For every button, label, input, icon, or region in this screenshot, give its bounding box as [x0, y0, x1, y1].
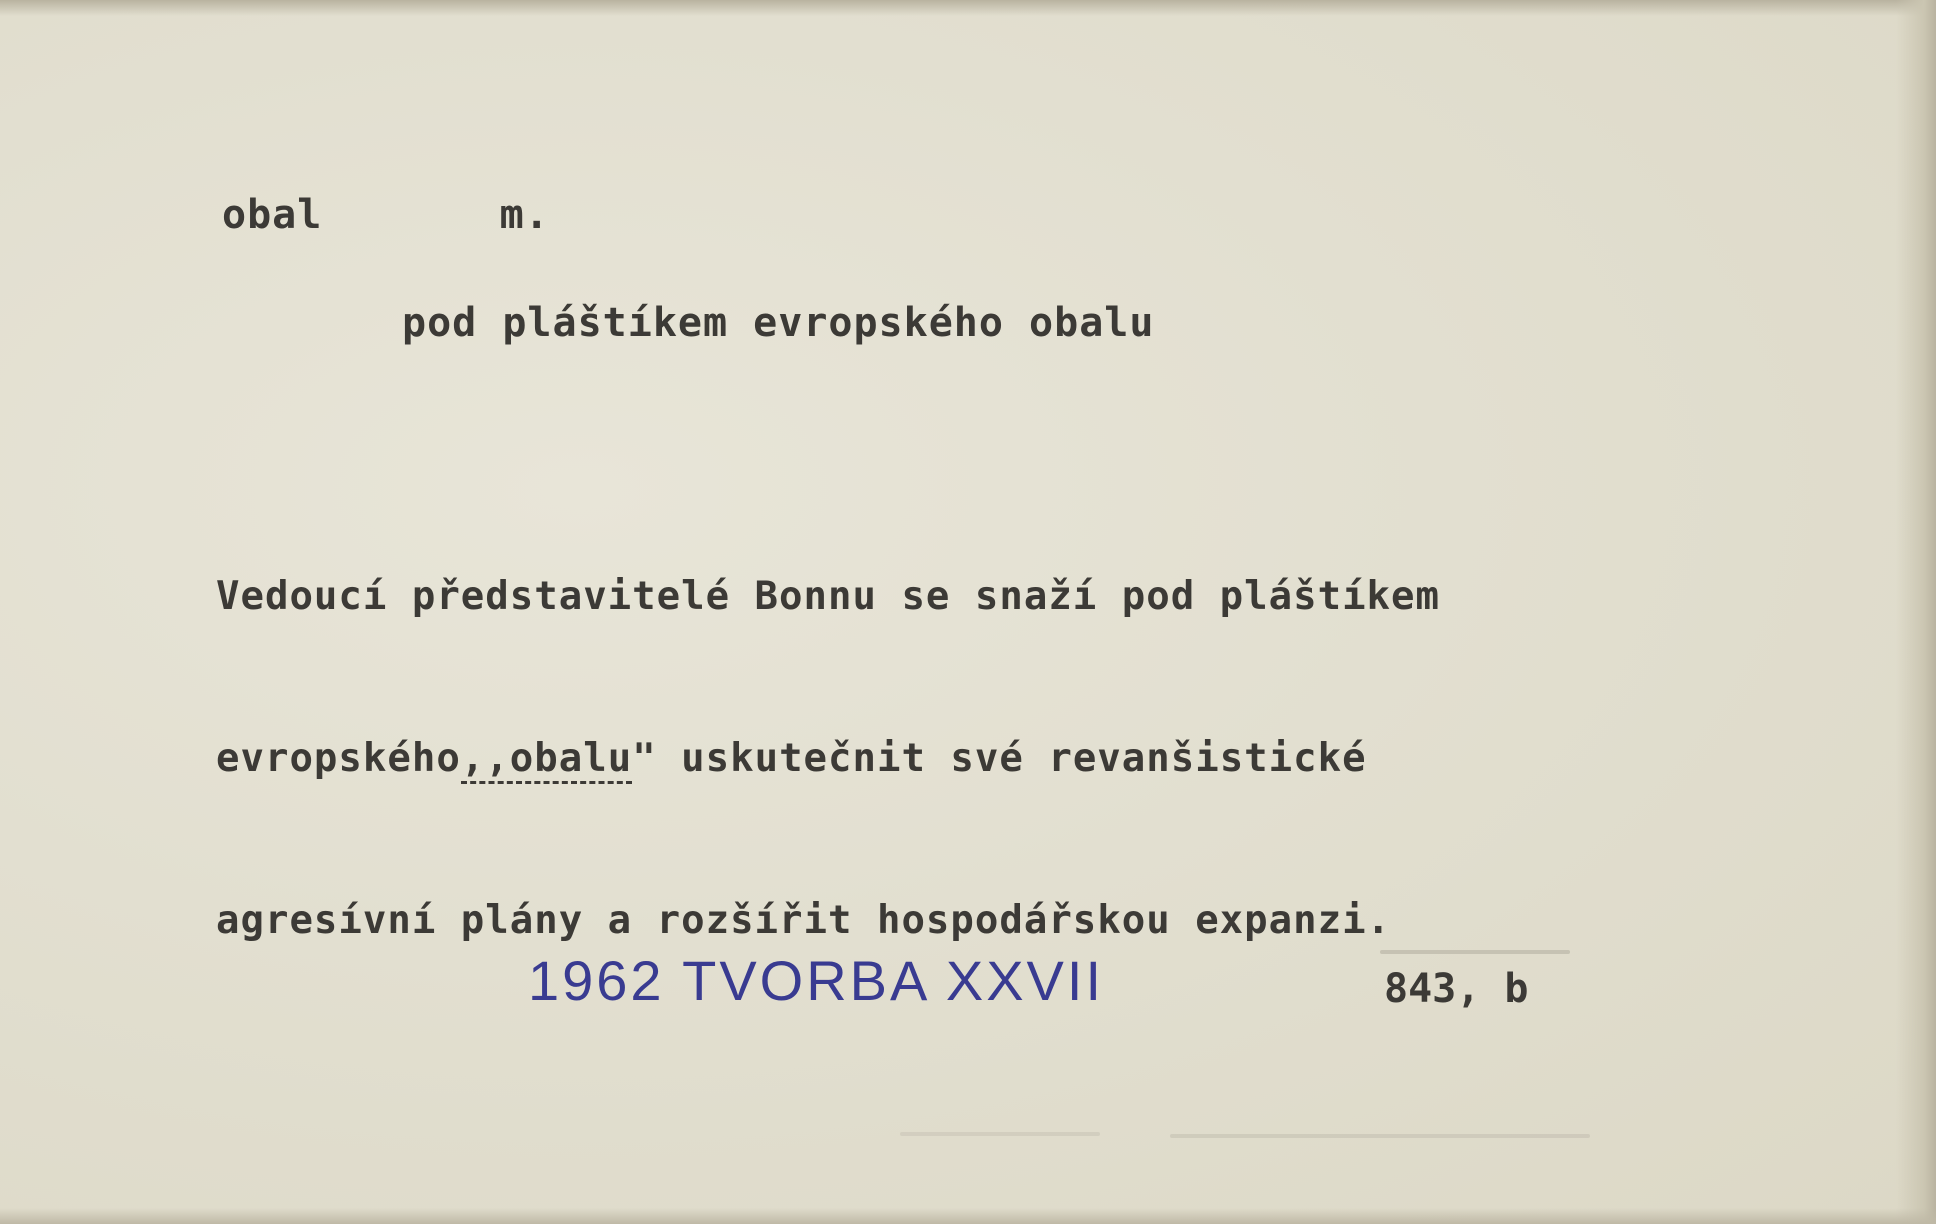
example-phrase: pod pláštíkem evropského obalu — [402, 300, 1155, 346]
card-right-edge — [1896, 0, 1936, 1224]
ink-smudge — [1380, 950, 1570, 954]
page-reference: 843, b — [1384, 966, 1529, 1012]
card-bottom-edge — [0, 1208, 1936, 1224]
quotation-line-3: agresívní plány a rozšířit hospodářskou expanzi. — [216, 898, 1392, 943]
quotation-line-2 — [216, 732, 1440, 786]
quotation-line-2-end: " uskutečnit své revanšistické — [632, 736, 1367, 781]
ink-smudge — [900, 1132, 1100, 1136]
quotation-line-1: Vedoucí představitelé Bonnu se snaží pod pláštíkem — [216, 574, 1440, 619]
quotation-line-2-start: evropského — [216, 736, 461, 781]
headword: obal m. — [222, 192, 550, 238]
underlined-term: ,,obalu — [461, 736, 632, 784]
ink-smudge — [1170, 1134, 1590, 1138]
card-top-edge — [0, 0, 1936, 16]
source-stamp: 1962 TVORBA XXVII — [528, 949, 1105, 1012]
